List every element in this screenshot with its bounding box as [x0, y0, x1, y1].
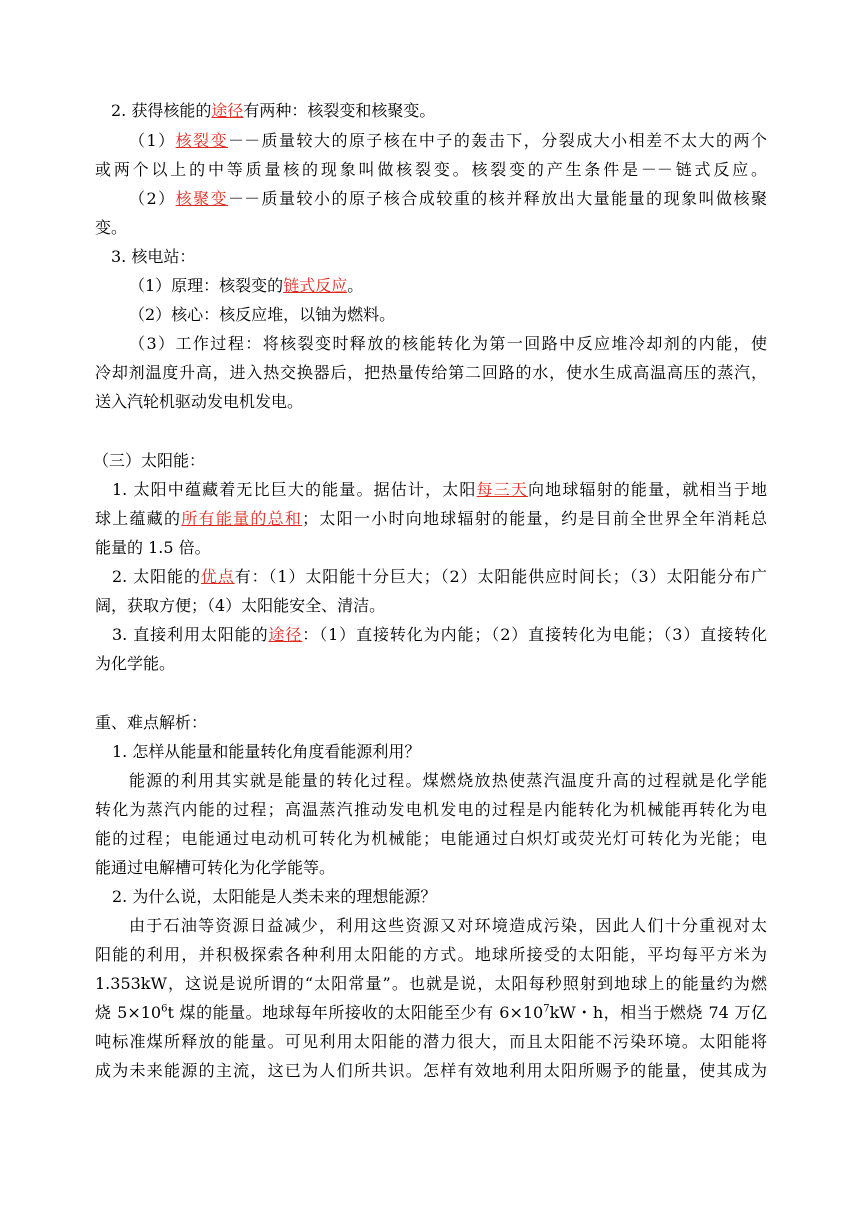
- text: 烧 5×10: [95, 1003, 162, 1022]
- question-2: 2. 为什么说，太阳能是人类未来的理想能源？: [112, 887, 437, 906]
- heading-nuclear-plant: 3. 核电站：: [111, 247, 196, 266]
- heading-nuclear-routes: [111, 96, 435, 125]
- answer-1-line-3: 能的过程；电能通过电动机可转化为机械能；电能通过白炽灯或荧光灯可转化为光能；电: [95, 829, 767, 848]
- paragraph-fusion: [129, 184, 767, 213]
- text: 2. 获得核能的: [111, 101, 212, 120]
- keyword-route-solar: 途径: [268, 625, 303, 644]
- keyword-fusion: 核聚变: [175, 189, 229, 208]
- answer-2-line-3: 1.353kW，这说是说所谓的“太阳常量”。也就是说，太阳每秒照射到地球上的能量约为燃: [95, 974, 767, 993]
- paragraph-solar-1: [112, 475, 767, 504]
- keyword-advantages: 优点: [200, 567, 235, 586]
- text: 3. 直接利用太阳能的: [112, 625, 269, 644]
- paragraph-fusion-cont: 变。: [95, 218, 128, 237]
- text: （1）: [129, 131, 176, 150]
- text: 球上蕴藏的: [95, 509, 182, 528]
- answer-2-line-4: [95, 998, 767, 1027]
- text: 1. 太阳中蕴藏着无比巨大的能量。据估计，太阳: [112, 480, 477, 499]
- text: （2）: [129, 189, 176, 208]
- text: t 煤的能量。地球每年所接收的太阳能至少有 6×10: [167, 1003, 544, 1022]
- text: kW・h，相当于燃烧 74 万亿: [549, 1003, 767, 1022]
- text: ：（1）直接转化为内能；（2）直接转化为电能；（3）直接转化: [302, 625, 767, 644]
- keyword-sum-of-energy: 所有能量的总和: [181, 509, 303, 528]
- paragraph-fission: [129, 126, 767, 155]
- paragraph-solar-1-cont: [95, 504, 767, 533]
- answer-1-line-2: 转化为蒸汽内能的过程；高温蒸汽推动发电机发电的过程是内能转化为机械能再转化为电: [95, 800, 767, 819]
- text: －－质量较大的原子核在中子的轰击下，分裂成大小相差不太大的两个: [228, 131, 767, 150]
- paragraph-solar-1-end: 能量的 1.5 倍。: [95, 538, 211, 557]
- answer-2-line-6: 成为未来能源的主流，这已为人们所共识。怎样有效地利用太阳所赐予的能量，使其成为: [95, 1061, 767, 1080]
- paragraph-process-end: 送入汽轮机驱动发电机发电。: [95, 392, 304, 411]
- text: （1）原理：核裂变的: [129, 276, 284, 295]
- text: 。: [347, 276, 364, 295]
- paragraph-solar-2: [112, 562, 767, 591]
- paragraph-core: （2）核心：核反应堆，以铀为燃料。: [129, 305, 396, 324]
- paragraph-solar-3-cont: 为化学能。: [95, 654, 176, 673]
- paragraph-process-cont: 冷却剂温度升高，进入热交换器后，把热量传给第二回路的水，使水生成高温高压的蒸汽，: [95, 363, 767, 382]
- text: 有两种：核裂变和核聚变。: [243, 101, 436, 120]
- text: 有：（1）太阳能十分巨大；（2）太阳能供应时间长；（3）太阳能分布广: [234, 567, 767, 586]
- heading-solar: （三）太阳能：: [93, 451, 206, 470]
- text: 向地球辐射的能量，就相当于地: [528, 480, 767, 499]
- question-1: 1. 怎样从能量和能量转化角度看能源利用？: [112, 742, 421, 761]
- keyword-every-three-days: 每三天: [476, 480, 529, 499]
- paragraph-fission-cont: 或两个以上的中等质量核的现象叫做核裂变。核裂变的产生条件是－－链式反应。: [95, 160, 767, 179]
- keyword-chain-reaction: 链式反应: [283, 276, 348, 295]
- exponent: 6: [161, 1003, 168, 1015]
- answer-1-line-4: 能通过电解槽可转化为化学能等。: [95, 858, 336, 877]
- paragraph-principle: [129, 271, 363, 300]
- text: 2. 太阳能的: [112, 567, 201, 586]
- exponent: 7: [543, 1003, 550, 1015]
- paragraph-process: （3）工作过程：将核裂变时释放的核能转化为第一回路中反应堆冷却剂的内能，使: [129, 334, 767, 353]
- keyword-route: 途径: [211, 101, 244, 120]
- answer-2-line-2: 阳能的利用，并积极探索各种利用太阳能的方式。地球所接受的太阳能，平均每平方米为: [95, 945, 767, 964]
- paragraph-solar-3: [112, 620, 767, 649]
- text: －－质量较小的原子核合成较重的核并释放出大量能量的现象叫做核聚: [228, 189, 767, 208]
- answer-2-line-5: 吨标准煤所释放的能量。可见利用太阳能的潜力很大，而且太阳能不污染环境。太阳能将: [95, 1032, 767, 1051]
- text: ；太阳一小时向地球辐射的能量，约是目前全世界全年消耗总: [302, 509, 767, 528]
- answer-2-line-1: 由于石油等资源日益减少，利用这些资源又对环境造成污染，因此人们十分重视对太: [129, 916, 767, 935]
- heading-analysis: 重、难点解析：: [95, 713, 208, 732]
- paragraph-solar-2-cont: 阔，获取方便；（4）太阳能安全、清洁。: [95, 596, 386, 615]
- keyword-fission: 核裂变: [175, 131, 229, 150]
- answer-1-line-1: 能源的利用其实就是能量的转化过程。煤燃烧放热使蒸汽温度升高的过程就是化学能: [129, 771, 767, 790]
